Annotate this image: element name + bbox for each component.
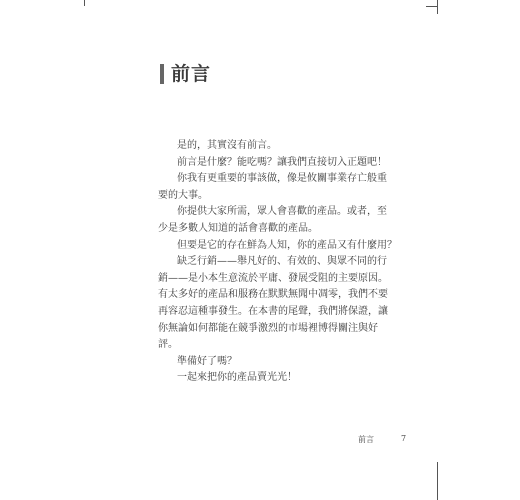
crop-mark-top-right-v xyxy=(437,0,438,14)
paragraph-2: 前言是什麼？能吃嗎？讓我們直接切入正題吧！ xyxy=(177,156,387,168)
heading-bar-accent xyxy=(160,64,164,84)
chapter-title: 前言 xyxy=(171,63,212,85)
paragraph-6: 缺乏行銷——舉凡好的、有效的、與眾不同的行銷——是小本生意流於平庸、發展受阻的主要原因。有太多好的產品和服務在默默無聞中凋零，我們不要再容忍這種事發生。在本書的尾聲，我們將保證，讓你無論如何都能在競爭激烈的市場裡博得關注與好評。 xyxy=(158,256,388,351)
running-footer-section: 前言 xyxy=(358,435,374,444)
paragraph-7: 準備好了嗎？ xyxy=(177,355,237,367)
paragraph-3: 你我有更重要的事該做，像是攸關事業存亡般重要的大事。 xyxy=(158,173,387,201)
preface-body xyxy=(158,138,397,387)
paragraph-1: 是的，其實沒有前言。 xyxy=(177,140,277,151)
crop-mark-bottom-right xyxy=(437,462,438,500)
chapter-heading xyxy=(160,62,211,86)
page-number: 7 xyxy=(401,434,407,443)
paragraph-4: 你提供大家所需，眾人會喜歡的產品。或者，至少是多數人知道的話會喜歡的產品。 xyxy=(158,206,387,234)
paragraph-5: 但要是它的存在鮮為人知，你的產品又有什麼用？ xyxy=(177,239,397,251)
crop-mark-top-right-h xyxy=(426,6,437,7)
paragraph-8: 一起來把你的產品賣光光！ xyxy=(177,372,297,384)
crop-mark-top-left xyxy=(84,0,85,6)
